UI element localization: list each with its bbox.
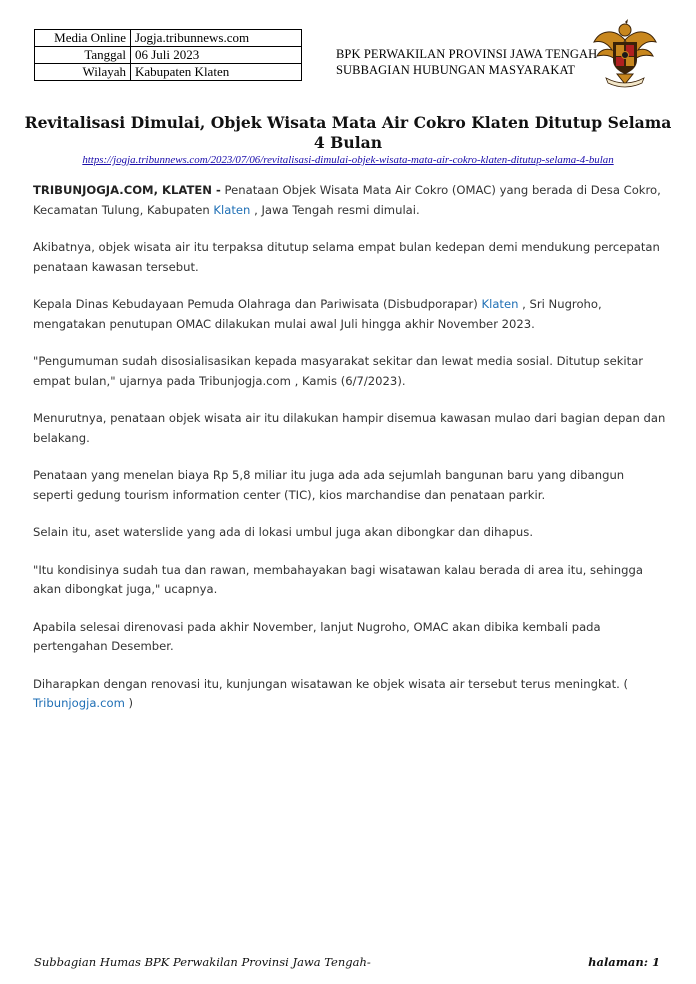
- paragraph-3-text-a: Kepala Dinas Kebudayaan Pemuda Olahraga dan Pariwisata (Disbudporapar): [33, 297, 482, 311]
- footer-department: Subbagian Humas BPK Perwakilan Provinsi Jawa Tengah-: [34, 955, 371, 969]
- paragraph-10-text-a: Diharapkan dengan renovasi itu, kunjungan wisatawan ke objek wisata air tersebut terus meningkat. (: [33, 676, 629, 691]
- paragraph-8: "Itu kondisinya sudah tua dan rawan, membahayakan bagi wisatawan kalau berada di area itu, sehingga akan dibongkat juga," ucapnya.: [33, 562, 643, 596]
- org-line-1: BPK PERWAKILAN PROVINSI JAWA TENGAH: [336, 47, 598, 61]
- paragraph-9: Apabila selesai direnovasi pada akhir November, lanjut Nugroho, OMAC akan dibika kembali pada pertengahan Desember.: [33, 619, 601, 653]
- article-body: [33, 181, 668, 732]
- paragraph-1-text-a: Penataan Objek Wisata Mata Air Cokro (OMAC) yang berada di Desa Cokro, Kecamatan Tulung, Kabupaten: [33, 183, 661, 217]
- paragraph-5: Menurutnya, penataan objek wisata air itu dilakukan hampir disemua kawasan mulao dari bagian depan dan belakang.: [33, 411, 666, 445]
- article-title: [24, 113, 672, 153]
- wilayah-row: [35, 64, 302, 81]
- article-title-line-2: 4 Bulan: [313, 133, 383, 152]
- paragraph-1-text-b: , Jawa Tengah resmi dimulai.: [250, 202, 420, 217]
- paragraph-1: [33, 181, 668, 220]
- wilayah-label: Wilayah: [35, 64, 131, 81]
- tanggal-value: 06 Juli 2023: [131, 47, 302, 64]
- tanggal-label: Tanggal: [35, 47, 131, 64]
- media-info-table: [34, 29, 302, 81]
- wilayah-value: Kabupaten Klaten: [131, 64, 302, 81]
- news-source-dateline: TRIBUNJOGJA.COM, KLATEN -: [33, 183, 221, 197]
- organization-header: [336, 46, 597, 78]
- paragraph-3-text-b: , Sri Nugroho, mengatakan penutupan OMAC dilakukan mulai awal Juli hingga akhir November 2023.: [33, 297, 602, 331]
- article-source-link[interactable]: https://jogja.tribunnews.com/2023/07/06/revitalisasi-dimulai-objek-wisata-mata-air-cokro-klaten-ditutup-selama-4-bulan: [82, 154, 614, 166]
- paragraph-4: "Pengumuman sudah disosialisasikan kepada masyarakat sekitar dan lewat media sosial. Ditutup sekitar empat bulan," ujarnya pada Tribunjogja.com , Kamis (6/7/2023).: [33, 354, 644, 388]
- paragraph-6: Penataan yang menelan biaya Rp 5,8 miliar itu juga ada ada sejumlah bangunan baru yang dibangun seperti gedung tourism information center (TIC), kios marchandise dan penataan parkir.: [33, 468, 625, 502]
- org-line-2: SUBBAGIAN HUBUNGAN MASYARAKAT: [336, 63, 576, 77]
- article-title-line-1: Revitalisasi Dimulai, Objek Wisata Mata Air Cokro Klaten Ditutup Selama: [24, 113, 672, 132]
- footer-page-number: halaman: 1: [588, 955, 660, 969]
- paragraph-2: Akibatnya, objek wisata air itu terpaksa ditutup selama empat bulan kedepan demi mendukung percepatan penataan kawasan tersebut.: [33, 240, 660, 274]
- paragraph-3: [33, 295, 668, 334]
- tribunjogja-link[interactable]: Tribunjogja.com: [33, 696, 125, 710]
- paragraph-10-text-b: ): [124, 696, 134, 710]
- media-online-label: Media Online: [35, 30, 131, 47]
- paragraph-10: [33, 675, 668, 714]
- tanggal-row: [35, 47, 302, 64]
- media-online-value: Jogja.tribunnews.com: [131, 30, 302, 47]
- media-online-row: [35, 30, 302, 47]
- garuda-emblem-icon: [592, 18, 658, 88]
- paragraph-7: Selain itu, aset waterslide yang ada di lokasi umbul juga akan dibongkar dan dihapus.: [33, 525, 534, 539]
- klaten-link[interactable]: Klaten: [213, 202, 251, 217]
- klaten-link-2[interactable]: Klaten: [481, 297, 519, 311]
